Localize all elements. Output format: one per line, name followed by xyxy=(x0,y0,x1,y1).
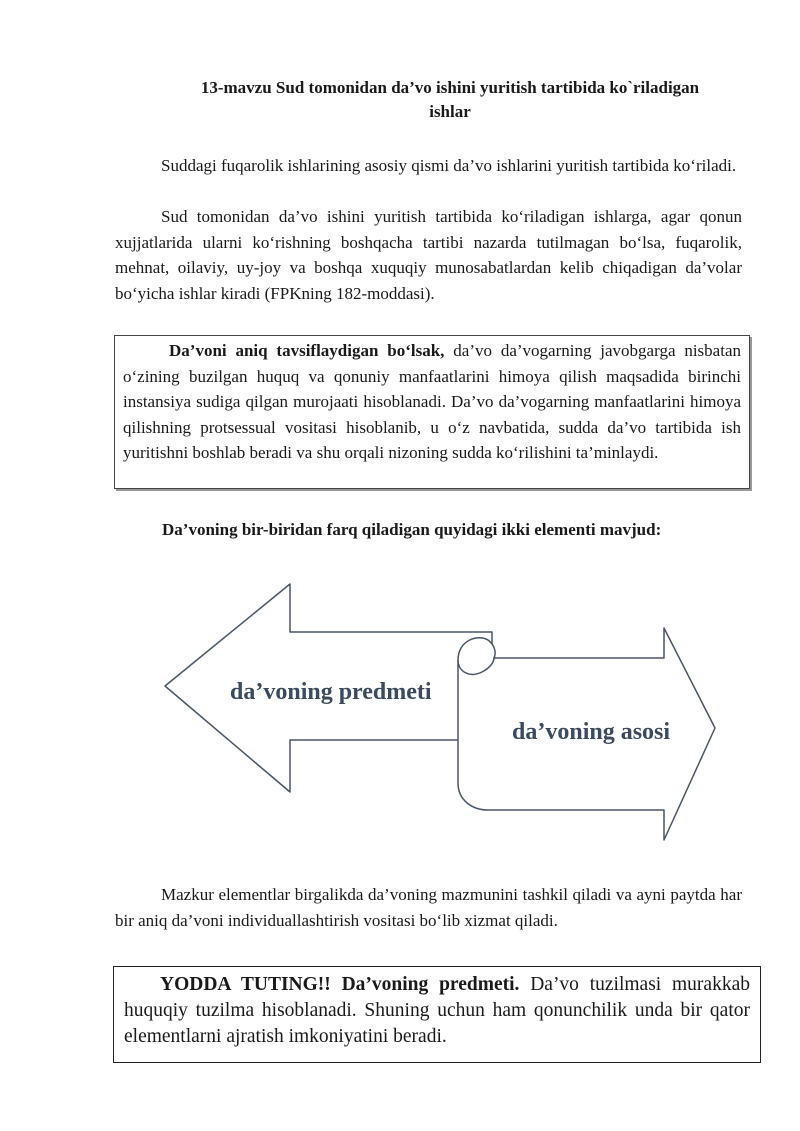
definition-bold: Da’voni aniq tavsiflaydigan bo‘lsak, xyxy=(169,341,445,360)
paragraph-1 xyxy=(115,153,742,179)
right-arrow-label: da’voning asosi xyxy=(512,719,671,745)
note-box xyxy=(113,966,761,1063)
elements-heading: Da’voning bir-biridan farq qiladigan quyidagi ikki elementi mavjud: xyxy=(162,520,662,539)
definition-text: da’vo da’vogarning javobgarga nisbatan o‘zining buzilgan huquq va qonuniy manfaatlarini himoya qilish maqsadida birinchi instansiya sudiga qilgan murojaati hisoblanadi. Da’vo da’vogarning manfaatlarini himoya qilishning protsessual vositasi hisoblanib, u o‘z navbatida, sudda da’vo tartibida ish yuritishni boshlab beradi va shu orqali nizoning sudda ko‘rilishini ta’minlaydi. xyxy=(123,341,741,462)
left-arrow-label: da’voning predmeti xyxy=(230,679,432,705)
note-bold: YODDA TUTING!! Da’voning predmeti. xyxy=(160,974,520,995)
paragraph-2-text: Sud tomonidan da’vo ishini yuritish tartibida ko‘riladigan ishlarga, agar qonun xujjatlarida ularni ko‘rishning boshqacha tartibi nazarda tutilmagan bo‘lsa, fuqarolik, mehnat, oilaviy, uy-joy va boshqa xuquqiy munosabatlardan kelib chiqadigan da’volar bo‘yicha ishlar kiradi (FPKning 182-moddasi). xyxy=(115,207,742,303)
title-line-1: 13-mavzu Sud tomonidan da’vo ishini yuritish tartibida ko`riladigan xyxy=(200,78,700,97)
note-text: Da’vo tuzilmasi murakkab huquqiy tuzilma hisoblanadi. Shuning uchun ham qonunchilik unda bir qator elementlarni ajratish imkoniyatini beradi. xyxy=(124,974,750,1047)
paragraph-1-text: Suddagi fuqarolik ishlarining asosiy qismi da’vo ishlarini yuritish tartibida ko‘riladi. xyxy=(161,156,737,175)
definition-box xyxy=(114,335,750,489)
paragraph-3 xyxy=(115,882,742,933)
paragraph-2 xyxy=(115,204,742,306)
elements-diagram xyxy=(160,578,720,848)
title-line-2: ishlar xyxy=(429,102,471,121)
paragraph-3-text: Mazkur elementlar birgalikda da’voning mazmunini tashkil qiladi va ayni paytda har bir aniq da’voni individuallashtirish vositasi bo‘lib xizmat qiladi. xyxy=(115,885,742,930)
page-title xyxy=(120,76,780,124)
